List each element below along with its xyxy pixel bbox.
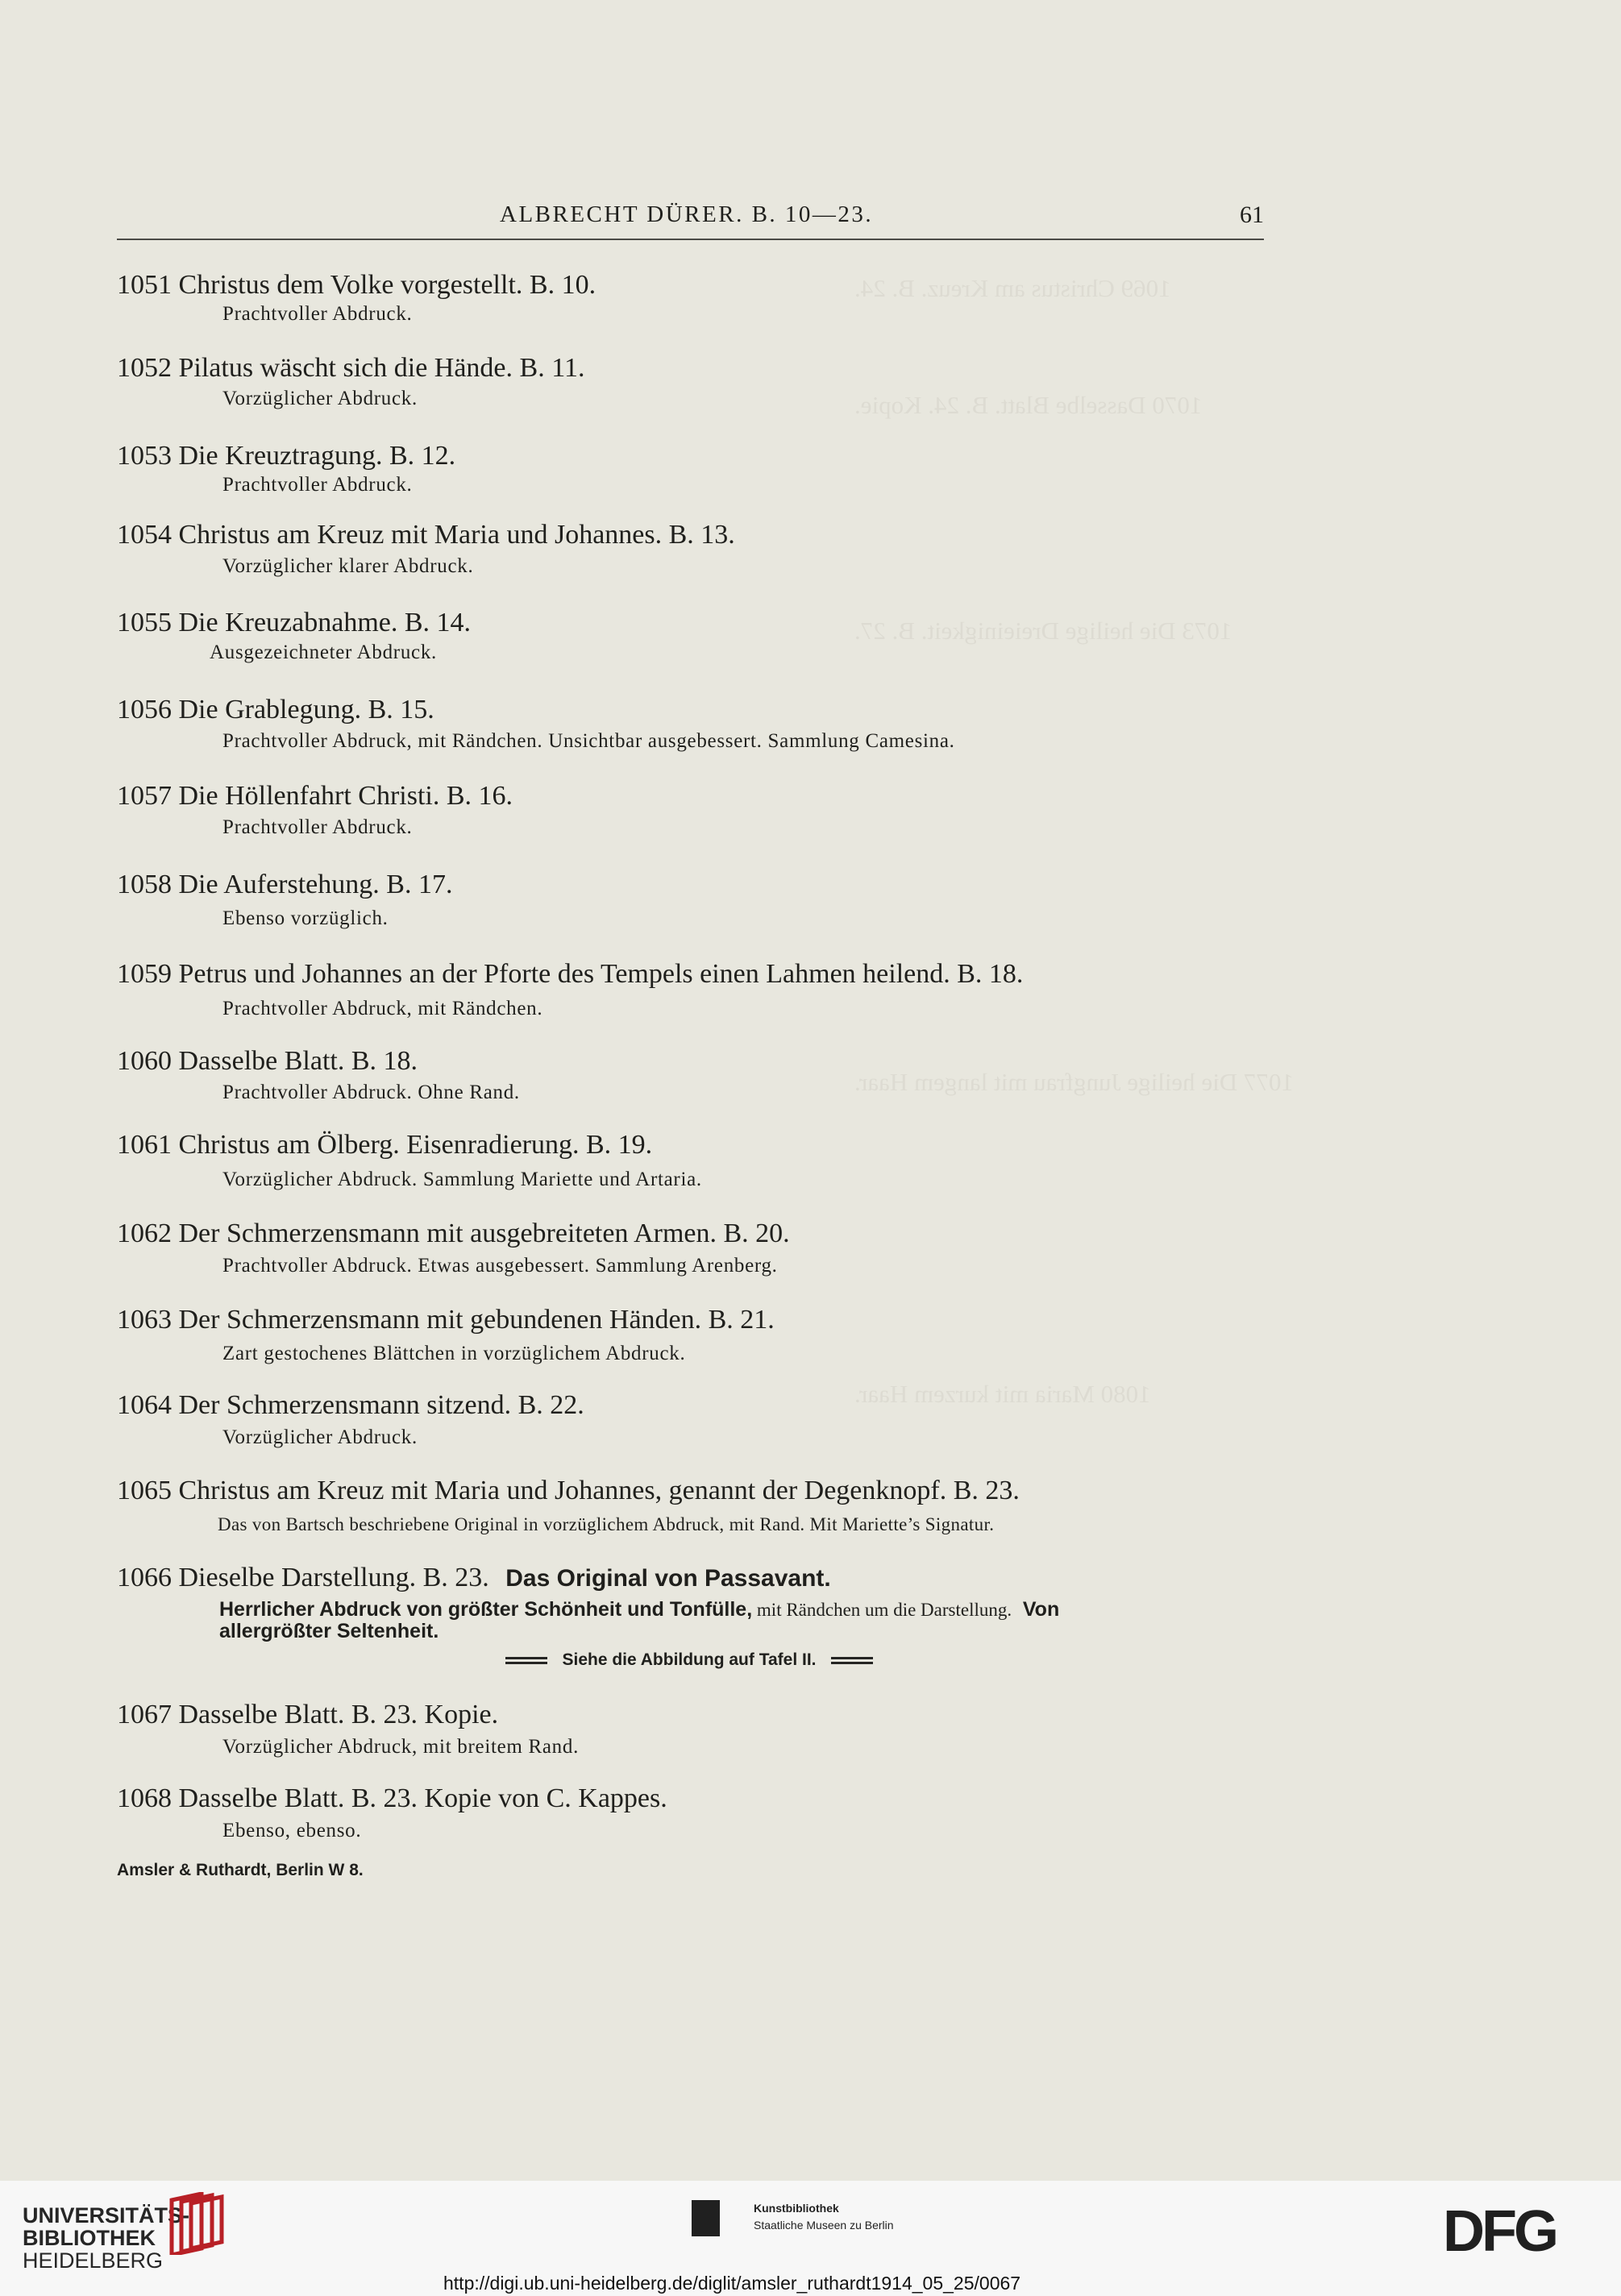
entry-number: 1067: [117, 1700, 172, 1729]
entry-condition-note: Vorzüglicher Abdruck.: [222, 388, 418, 409]
show-through-text: 1070 Dasselbe Blatt. B. 24. Kopie.: [854, 391, 1203, 419]
plate-reference-text: Siehe die Abbildung auf Tafel II.: [562, 1650, 817, 1669]
entry-title-text: Petrus und Johannes an der Pforte des Tempels einen Lahmen heilend. B. 18.: [178, 959, 1024, 989]
entry-title-text: Die Kreuzabnahme. B. 14.: [178, 608, 472, 637]
entry-number: 1058: [117, 870, 172, 899]
entry-title: [117, 1477, 1020, 1505]
entry-condition-note: Prachtvoller Abdruck.: [222, 303, 413, 325]
entry-title: [117, 1131, 652, 1159]
entry-number: 1051: [117, 270, 172, 300]
entry-title-text: Die Auferstehung. B. 17.: [178, 870, 453, 899]
dfg-logo: DFG: [1443, 2199, 1556, 2264]
show-through-text: 1080 Maria mit kurzem Haar.: [854, 1380, 1151, 1408]
entry-title-text: Der Schmerzensmann sitzend. B. 22.: [178, 1390, 584, 1420]
entry-condition-note: [219, 1600, 1059, 1620]
entry-title: [117, 1220, 790, 1248]
university-library-logo: [165, 2192, 226, 2255]
entry-number: 1056: [117, 695, 172, 725]
kunstbibliothek-logo: [692, 2200, 720, 2236]
kunstbibliothek-name: [754, 2200, 894, 2234]
entry-title: [117, 272, 596, 299]
entry-title-text: Die Höllenfahrt Christi. B. 16.: [178, 781, 513, 811]
library-name-line: Kunstbibliothek: [754, 2202, 839, 2215]
entry-title-text: Der Schmerzensmann mit ausgebreiteten Armen. B. 20.: [178, 1219, 790, 1248]
entry-title: [117, 871, 452, 899]
entry-title-text: Dasselbe Blatt. B. 23. Kopie von C. Kappes.: [178, 1783, 667, 1813]
entry-condition-note: Vorzüglicher Abdruck.: [222, 1426, 418, 1448]
entry-number: 1064: [117, 1390, 172, 1420]
entry-condition-note: Zart gestochenes Blättchen in vorzüglichem Abdruck.: [222, 1343, 686, 1364]
entry-title: [117, 442, 455, 470]
entry-number: 1060: [117, 1046, 172, 1076]
entry-condition-note: Ebenso vorzüglich.: [222, 907, 389, 929]
entry-number: 1068: [117, 1783, 172, 1813]
running-title: ALBRECHT DÜRER. B. 10—23.: [500, 201, 874, 227]
entry-title: [117, 1701, 498, 1729]
entry-condition-note: Prachtvoller Abdruck.: [222, 474, 413, 496]
page-number: 61: [1240, 201, 1264, 228]
entry-title-text: Christus am Kreuz mit Maria und Johannes. B. 13.: [178, 520, 735, 550]
entry-number: 1057: [117, 781, 172, 811]
entry-number: 1054: [117, 520, 172, 550]
entry-number: 1066: [117, 1563, 172, 1592]
show-through-text: 1077 Die heilige Jungfrau mit langem Haar.: [854, 1068, 1294, 1096]
entry-title-highlight: Das Original von Passavant.: [505, 1565, 831, 1592]
entry-title-text: Dieselbe Darstellung. B. 23.: [178, 1563, 489, 1592]
entry-title: [117, 355, 584, 382]
entry-number: 1063: [117, 1305, 172, 1335]
entry-title: [117, 1306, 775, 1334]
entry-number: 1062: [117, 1219, 172, 1248]
entry-title-text: Der Schmerzensmann mit gebundenen Händen. B. 21.: [178, 1305, 775, 1335]
university-library-name: [23, 2204, 189, 2272]
entry-title-text: Pilatus wäscht sich die Hände. B. 11.: [178, 353, 585, 383]
entry-title: [117, 1048, 418, 1075]
entry-note-text: mit Rändchen um die Darstellung.: [752, 1600, 1012, 1620]
entry-title: [117, 609, 471, 637]
permalink-url[interactable]: http://digi.ub.uni-heidelberg.de/diglit/amsler_ruthardt1914_05_25/0067: [443, 2273, 1021, 2294]
entry-title-text: Christus am Ölberg. Eisenradierung. B. 19.: [178, 1130, 653, 1160]
entry-number: 1055: [117, 608, 172, 637]
entry-title-text: Die Kreuztragung. B. 12.: [178, 441, 456, 471]
entry-condition-note: Prachtvoller Abdruck, mit Rändchen. Unsichtbar ausgebessert. Sammlung Camesina.: [222, 730, 955, 752]
entry-title-text: Christus am Kreuz mit Maria und Johannes, genannt der Degenknopf. B. 23.: [178, 1476, 1020, 1505]
university-name-line: HEIDELBERG: [23, 2248, 164, 2273]
plate-reference: [468, 1650, 911, 1678]
printer-imprint: Amsler & Ruthardt, Berlin W 8.: [117, 1861, 364, 1879]
entry-condition-note: Vorzüglicher Abdruck. Sammlung Mariette und Artaria.: [222, 1169, 702, 1190]
entry-title-text: Dasselbe Blatt. B. 18.: [178, 1046, 418, 1076]
entry-title-text: Dasselbe Blatt. B. 23. Kopie.: [178, 1700, 499, 1729]
entry-condition-note: Prachtvoller Abdruck.: [222, 816, 413, 838]
entry-condition-note: Prachtvoller Abdruck, mit Rändchen.: [222, 998, 543, 1019]
entry-note-highlight: Herrlicher Abdruck von größter Schönheit und Tonfülle,: [219, 1598, 753, 1621]
show-through-text: 1073 Die heilige Dreieinigkeit. B. 27.: [854, 617, 1232, 645]
entry-condition-note: Prachtvoller Abdruck. Ohne Rand.: [222, 1082, 520, 1103]
entry-condition-note: Vorzüglicher Abdruck, mit breitem Rand.: [222, 1736, 580, 1758]
university-name-line: UNIVERSITÄTS-: [23, 2203, 190, 2227]
library-name-line: Staatliche Museen zu Berlin: [754, 2219, 894, 2232]
double-rule-right: [831, 1657, 873, 1664]
entry-condition-note: Vorzüglicher klarer Abdruck.: [222, 555, 474, 577]
entry-number: 1065: [117, 1476, 172, 1505]
entry-title-text: Christus dem Volke vorgestellt. B. 10.: [178, 270, 596, 300]
entry-note-highlight-end: Von: [1022, 1598, 1060, 1621]
entry-title-text: Die Grablegung. B. 15.: [178, 695, 434, 725]
entry-number: 1053: [117, 441, 172, 471]
entry-number: 1061: [117, 1130, 172, 1160]
entry-title: [117, 961, 1023, 988]
entry-number: 1052: [117, 353, 172, 383]
entry-note-second-line: allergrößter Seltenheit.: [219, 1620, 439, 1642]
entry-title: [117, 696, 434, 724]
entry-condition-note: Das von Bartsch beschriebene Original in vorzüglichem Abdruck, mit Rand. Mit Mariette’s Signatur.: [218, 1514, 995, 1534]
double-rule-left: [505, 1657, 547, 1664]
entry-condition-note: Prachtvoller Abdruck. Etwas ausgebessert. Sammlung Arenberg.: [222, 1255, 778, 1277]
page-header: [117, 201, 1264, 240]
entry-title: [117, 1392, 584, 1419]
university-name-line: BIBLIOTHEK: [23, 2226, 156, 2250]
entry-title: [117, 783, 513, 810]
entry-number: 1059: [117, 959, 172, 989]
entry-condition-note: Ausgezeichneter Abdruck.: [210, 641, 437, 663]
entry-title: [117, 1564, 831, 1592]
entry-condition-note: Ebenso, ebenso.: [222, 1820, 362, 1841]
entry-title: [117, 1785, 667, 1812]
show-through-text: 1069 Christus am Kreuz. B. 24.: [854, 274, 1171, 302]
entry-title: [117, 521, 735, 549]
